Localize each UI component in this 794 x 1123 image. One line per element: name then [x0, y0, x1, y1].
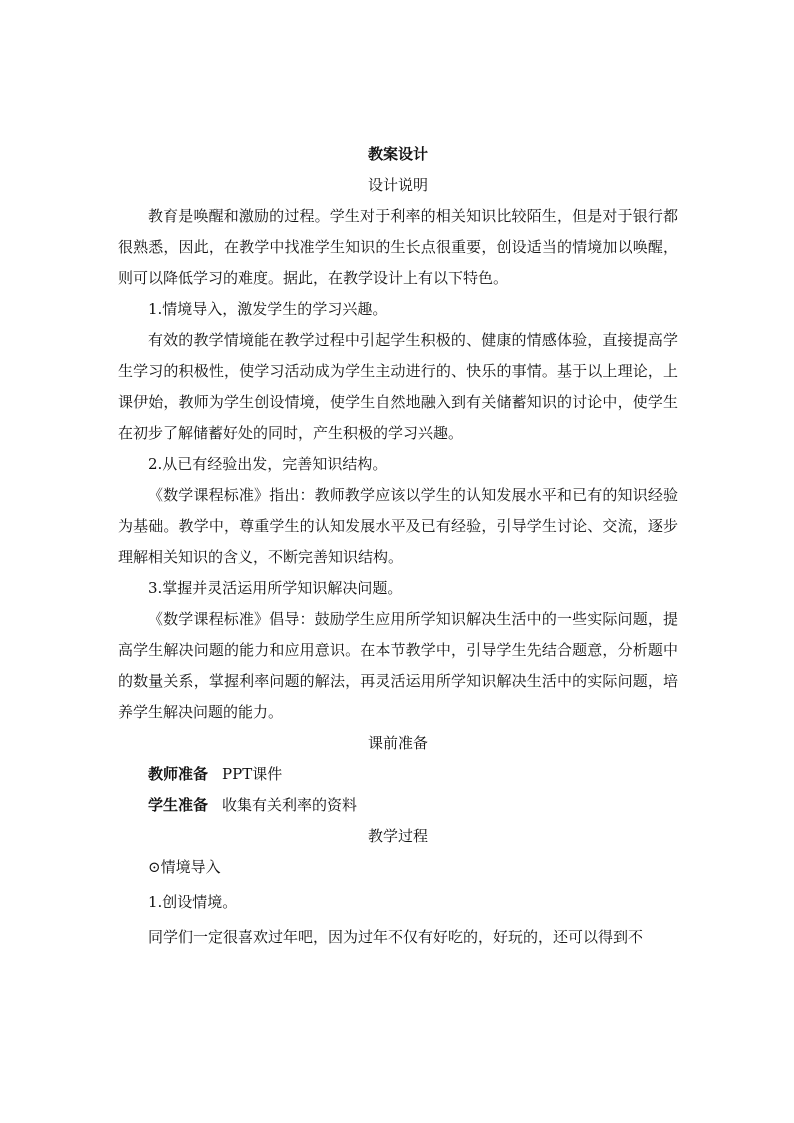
document-title: 教案设计: [367, 145, 428, 163]
prep-heading: 课前准备: [367, 734, 428, 752]
step-1-body: 同学们一定很喜欢过年吧，因为过年不仅有好吃的，好玩的，还可以得到不: [148, 928, 644, 946]
student-prep-row: [118, 790, 678, 821]
lesson-plan-page: [118, 138, 678, 953]
teacher-prep-label: 教师准备: [148, 765, 209, 783]
section-1-heading: ⊙情境导入: [148, 858, 221, 876]
student-prep-label: 学生准备: [148, 796, 209, 814]
design-notes-heading: 设计说明: [367, 176, 428, 194]
point-2-title: 2.从已有经验出发，完善知识结构。: [148, 455, 388, 473]
point-3-title: 3.掌握并灵活运用所学知识解决问题。: [148, 579, 403, 597]
point-2-body: 《数学课程标准》指出：教师教学应该以学生的认知发展水平和已有的知识经验为基础。教学中，尊重学生的认知发展水平及已有经验，引导学生讨论、交流，逐步理解相关知识的含义，不断完善知识结构。: [118, 486, 678, 566]
intro-paragraph: 教育是唤醒和激励的过程。学生对于利率的相关知识比较陌生，但是对于银行都很熟悉，因此，在教学中找准学生知识的生长点很重要，创设适当的情境加以唤醒，则可以降低学习的难度。据此，在教学设计上有以下特色。: [118, 207, 678, 287]
teacher-prep-row: [118, 759, 678, 790]
point-1-title: 1.情境导入，激发学生的学习兴趣。: [148, 300, 388, 318]
student-prep-value: 收集有关利率的资料: [222, 796, 358, 814]
teacher-prep-value: PPT课件: [222, 765, 283, 783]
point-1-body: 有效的教学情境能在教学过程中引起学生积极的、健康的情感体验，直接提高学生学习的积极性，使学习活动成为学生主动进行的、快乐的事情。基于以上理论，上课伊始，教师为学生创设情境，使学生自然地融入到有关储蓄知识的讨论中，使学生在初步了解储蓄好处的同时，产生积极的学习兴趣。: [118, 331, 678, 442]
point-3-body: 《数学课程标准》倡导：鼓励学生应用所学知识解决生活中的一些实际问题，提高学生解决问题的能力和应用意识。在本节教学中，引导学生先结合题意，分析题中的数量关系，掌握利率问题的解法，再灵活运用所学知识解决生活中的实际问题，培养学生解决问题的能力。: [118, 610, 678, 721]
step-1: 1.创设情境。: [148, 893, 238, 911]
process-heading: 教学过程: [367, 827, 428, 845]
